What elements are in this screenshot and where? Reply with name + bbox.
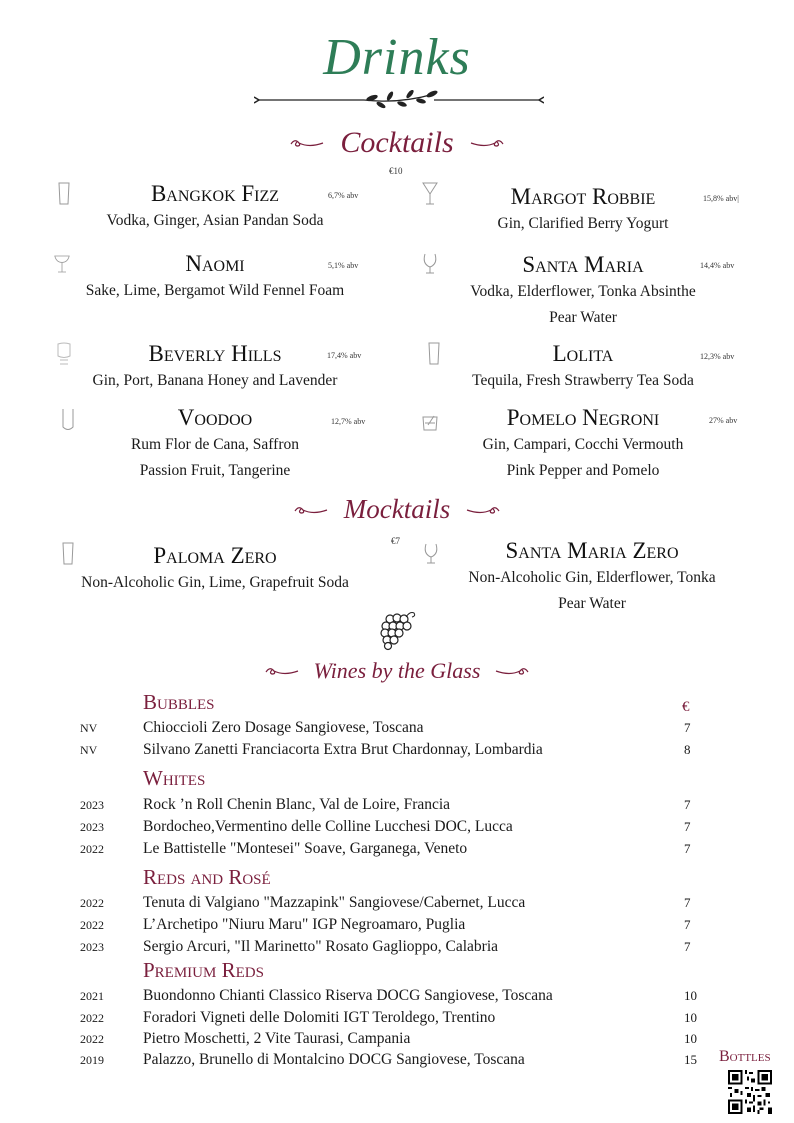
abv-label: 12,3% abv xyxy=(700,352,735,361)
drink-ingredients: Gin, Port, Banana Honey and Lavender xyxy=(92,372,338,389)
drink-ingredients: Passion Fruit, Tangerine xyxy=(139,462,291,479)
drink-ingredients: Vodka, Elderflower, Tonka Absinthe xyxy=(470,283,696,300)
wine-row xyxy=(0,1030,794,1050)
wine-row xyxy=(0,987,794,1007)
drink-ingredients: Sake, Lime, Bergamot Wild Fennel Foam xyxy=(85,282,345,299)
wine-price: 7 xyxy=(684,895,691,910)
cocktail-item xyxy=(428,404,738,484)
leaf-divider-icon xyxy=(254,90,544,110)
drink-ingredients: Gin, Clarified Berry Yogurt xyxy=(497,215,669,232)
price-column-header: € xyxy=(682,699,690,715)
wine-price: 8 xyxy=(684,742,691,757)
wine-vintage: 2022 xyxy=(80,1011,104,1025)
bottles-label: Bottles xyxy=(719,1048,771,1065)
wine-row xyxy=(0,796,794,816)
drink-ingredients: Vodka, Ginger, Asian Pandan Soda xyxy=(106,212,324,229)
wine-price: 15 xyxy=(684,1052,697,1067)
drink-ingredients: Rum Flor de Cana, Saffron xyxy=(130,436,300,453)
drink-ingredients: Pear Water xyxy=(549,309,617,326)
wine-name: L’Archetipo "Niuru Maru" IGP Negroamaro, Puglia xyxy=(143,916,466,933)
wine-category-premium-reds: Premium Reds xyxy=(143,958,264,982)
wine-price: 7 xyxy=(684,797,691,812)
wine-row xyxy=(0,938,794,958)
wine-price: 7 xyxy=(684,819,691,834)
wine-name: Rock ’n Roll Chenin Blanc, Val de Loire, Francia xyxy=(143,796,451,813)
cocktail-item xyxy=(428,340,738,394)
wine-vintage: NV xyxy=(80,743,98,757)
wine-vintage: 2022 xyxy=(80,896,104,910)
cocktails-price: €10 xyxy=(389,166,403,176)
wine-name: Chioccioli Zero Dosage Sangiovese, Toscana xyxy=(143,719,424,736)
wine-name: Palazzo, Brunello di Montalcino DOCG Sangiovese, Toscana xyxy=(143,1051,525,1068)
wine-vintage: 2023 xyxy=(80,940,104,954)
cocktail-item xyxy=(60,180,370,234)
wine-category-reds-rose: Reds and Rosé xyxy=(143,865,271,889)
wine-price: 7 xyxy=(684,917,691,932)
swirl-left-icon xyxy=(289,136,325,150)
abv-label: 12,7% abv xyxy=(331,417,366,426)
wine-row xyxy=(0,1051,794,1071)
wine-row xyxy=(0,916,794,936)
drink-name: Santa Maria xyxy=(522,252,644,277)
wine-row xyxy=(0,818,794,838)
wine-row xyxy=(0,894,794,914)
drink-ingredients: Gin, Campari, Cocchi Vermouth xyxy=(482,436,684,453)
drink-name: Santa Maria Zero xyxy=(505,538,679,563)
wine-vintage: 2022 xyxy=(80,842,104,856)
wine-category-whites: Whites xyxy=(143,766,206,790)
cocktail-item xyxy=(60,404,370,484)
wine-row xyxy=(0,719,794,739)
wine-name: Foradori Vigneti delle Dolomiti IGT Teroldego, Trentino xyxy=(143,1009,496,1026)
drink-ingredients: Pink Pepper and Pomelo xyxy=(506,462,660,479)
drink-ingredients: Non-Alcoholic Gin, Lime, Grapefruit Soda xyxy=(81,574,349,591)
wine-row xyxy=(0,840,794,860)
drink-name: Pomelo Negroni xyxy=(506,405,660,430)
drink-ingredients: Tequila, Fresh Strawberry Tea Soda xyxy=(472,372,694,389)
wine-vintage: 2023 xyxy=(80,820,104,834)
drink-name: Beverly Hills xyxy=(148,341,282,366)
wine-price: 10 xyxy=(684,1031,697,1046)
swirl-left-icon xyxy=(264,664,300,678)
swirl-right-icon xyxy=(494,664,530,678)
abv-label: 17,4% abv xyxy=(327,351,362,360)
wine-row xyxy=(0,1009,794,1029)
wine-vintage: 2022 xyxy=(80,918,104,932)
drink-name: Bangkok Fizz xyxy=(150,181,280,206)
wine-vintage: 2023 xyxy=(80,798,104,812)
wine-vintage: 2022 xyxy=(80,1032,104,1046)
drink-ingredients: Pear Water xyxy=(558,595,626,612)
qr-code-icon[interactable] xyxy=(728,1070,772,1114)
wine-name: Tenuta di Valgiano "Mazzapink" Sangiovese/Cabernet, Lucca xyxy=(143,894,526,911)
cocktail-item xyxy=(428,183,738,237)
wine-price: 10 xyxy=(684,1010,697,1025)
abv-label: 15,8% abv| xyxy=(703,194,739,203)
grapes-icon xyxy=(376,607,420,651)
abv-label: 27% abv xyxy=(709,416,738,425)
drink-ingredients: Non-Alcoholic Gin, Elderflower, Tonka xyxy=(468,569,716,586)
wine-vintage: NV xyxy=(80,721,98,735)
drink-name: Paloma Zero xyxy=(153,543,277,568)
swirl-left-icon xyxy=(293,503,329,517)
mocktail-item xyxy=(55,542,375,596)
abv-label: 6,7% abv xyxy=(328,191,359,200)
mocktails-price: €7 xyxy=(391,536,400,546)
wine-row xyxy=(0,741,794,761)
wine-name: Sergio Arcuri, "Il Marinetto" Rosato Gaglioppo, Calabria xyxy=(143,938,499,955)
wine-name: Le Battistelle "Montesei" Soave, Garganega, Veneto xyxy=(143,840,468,857)
drink-name: Naomi xyxy=(185,251,245,276)
abv-label: 5,1% abv xyxy=(328,261,359,270)
drink-name: Margot Robbie xyxy=(510,184,656,209)
wine-price: 10 xyxy=(684,988,697,1003)
mocktails-heading: Mocktails xyxy=(0,492,794,525)
page-title: Drinks xyxy=(323,29,471,86)
cocktails-heading: Cocktails xyxy=(0,124,794,160)
wine-name: Buondonno Chianti Classico Riserva DOCG Sangiovese, Toscana xyxy=(143,987,553,1004)
swirl-right-icon xyxy=(465,503,501,517)
abv-label: 14,4% abv xyxy=(700,261,735,270)
cocktail-item xyxy=(60,340,370,394)
wine-name: Bordocheo,Vermentino delle Colline Lucchesi DOC, Lucca xyxy=(143,818,513,835)
swirl-right-icon xyxy=(469,136,505,150)
wine-price: 7 xyxy=(684,841,691,856)
wine-price: 7 xyxy=(684,720,691,735)
drink-name: Voodoo xyxy=(177,405,253,430)
wine-price: 7 xyxy=(684,939,691,954)
wine-category-bubbles: Bubbles xyxy=(143,690,215,714)
wine-vintage: 2019 xyxy=(80,1053,104,1067)
mocktail-item xyxy=(432,537,752,617)
cocktail-item xyxy=(428,251,738,331)
wine-vintage: 2021 xyxy=(80,989,104,1003)
wines-heading: Wines by the Glass xyxy=(0,656,794,684)
cocktail-item xyxy=(60,250,370,304)
wine-name: Pietro Moschetti, 2 Vite Taurasi, Campania xyxy=(143,1030,411,1047)
drink-name: Lolita xyxy=(552,341,614,366)
wine-name: Silvano Zanetti Franciacorta Extra Brut Chardonnay, Lombardia xyxy=(143,741,543,758)
